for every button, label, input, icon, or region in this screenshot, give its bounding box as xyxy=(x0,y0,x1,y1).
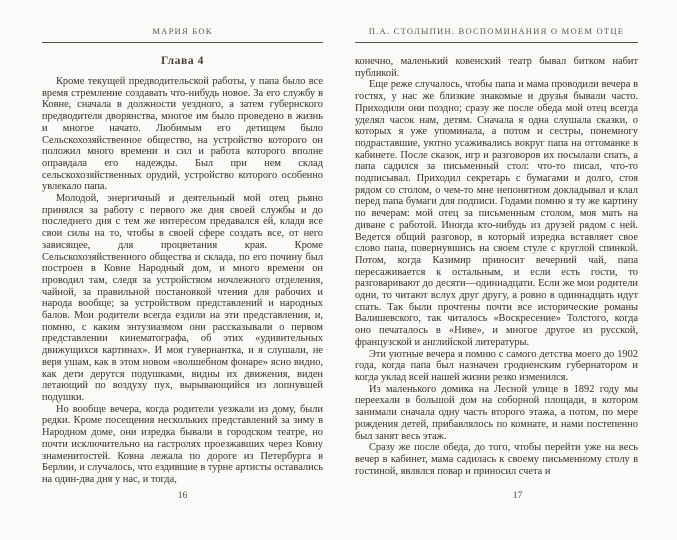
left-page-body xyxy=(42,76,323,486)
right-page xyxy=(355,26,638,477)
paragraph: Но вообще вечера, когда родители уезжали из дому, были редки. Кроме посещения нескольких представлений за зиму в Народном доме, они изредка бывали в городском театре, но почти исключительно на гастролях проезжавших через Ковну знаменитостей. Ковна лежала по дороге из Петербурга в Берлин, и случалось, что ездившие в турне артисты оставались на один-два дня у нас, и тогда, xyxy=(42,403,323,485)
running-head-right: П.А. СТОЛЫПИН. ВОСПОМИНАНИЯ О МОЕМ ОТЦЕ xyxy=(355,26,638,43)
paragraph: Еще реже случалось, чтобы папа и мама проводили вечера в гостях, у нас же близкие знакомые и друзья бывали часто. Приходили они поздно; сразу же после обеда мой отец всегда уделял часок нам, детям. Сначала я одна слушала сказки, о которых я уже упоминала, а потом и сестры, понемногу подраставшие, уютно усаживались вокруг папа на оттоманке в кабинете. После сказок, игр и разговоров их посылали спать, а папа садился за письменный стол: что-то писал, что-то подписывал. Приходил секретарь с бумагами и долго, стоя рядом со столом, о чем-то мне непонятном докладывал и клал перед папа бумаги для подписи. Годами помню я ту же картину по вечерам: мой отец за письменным столом, моя мать на диване с работой. Иногда кто-нибудь из друзей рядом с ней. Ведется общий разговор, в который изредка вставляет свое слово папа, повернувшись на своем стуле с круглой спинкой. Потом, когда Казимир приносит вечерний чай, папа пересаживается к остальным, и если есть гости, то разговаривают до десяти—одиннадцати. Если же мои родители одни, то читают вслух друг другу, а ровно в одиннадцать идут спать. Так были прочтены почти все исторические романы Валишевского, так читалось «Воскресение» Толстого, когда оно печаталось в «Ниве», и многое другое из русской, французской и английской литературы. xyxy=(355,79,638,348)
paragraph: Сразу же после обеда, до того, чтобы перейти уже на весь вечер в кабинет, мама садилась к своему письменному столу в гостиной, являлся повар и приносил счета и xyxy=(355,442,638,477)
paragraph: Молодой, энергичный и деятельный мой отец рьяно принялся за работу с первого же дня своей службы и до последнего дня с тем же интересом предавался ей, кладя все свои силы на то, чтобы в своей сфере создать все, от него зависящее, для процветания края. Кроме Сельскохозяйственного общества и склада, по его почину был построен в Ковне Народный дом, и много времени он проводил там, следя за устройством ночлежного отделения, чайной, за правильной постановкой чтения для рабочих и народа вообще; за устройством представлений и народных балов. Мои родители всегда ездили на эти представления, и, помню, с каким энтузиазмом они рассказывали о первом представлении кинематографа, об этих «удивительных движущихся картинах». И моя гувернантка, и я слушали, не веря ушам, как в этом новом «волшебном фонаре» ясно видно, как дети дерутся подушками, видны их движения, виден летающий по воздуху пух, вырывающийся из лопнувшей подушки. xyxy=(42,193,323,403)
paragraph: конечно, маленький ковенский театр бывал битком набит публикой. xyxy=(355,56,638,79)
paragraph: Кроме текущей предводительской работы, у папа было все время стремление создавать что-нибудь новое. За его службу в Ковне, сначала в должности уездного, а затем губернского предводителя дворянства, многое им было проведено в жизнь и многое начато. Любимым его детищем было Сельскохозяйственное общество, на устройство которого он положил много времени и сил и работа которого вполне оправдала его надежды. Был при нем склад сельскохозяйственных орудий, устройство которого особенно увлекало папа. xyxy=(42,76,323,193)
paragraph: Эти уютные вечера я помню с самого детства моего до 1902 года, когда папа был назначен гродненским губернатором и когда уклад всей нашей жизни резко изменился. xyxy=(355,348,638,383)
page-number-right: 17 xyxy=(512,490,523,501)
chapter-heading: Глава 4 xyxy=(160,55,204,67)
left-page xyxy=(42,26,323,486)
page-number-left: 16 xyxy=(177,490,188,501)
paragraph: Из маленького домика на Лесной улице в 1892 году мы переехали в большой дом на соборной площади, в котором занимали сначала одну часть второго этажа, а потом, по мере рождения детей, прибавлялось по комнате, и нами постепенно был занят весь этаж. xyxy=(355,383,638,442)
right-page-body xyxy=(355,56,638,477)
running-head-left: МАРИЯ БОК xyxy=(42,26,323,43)
